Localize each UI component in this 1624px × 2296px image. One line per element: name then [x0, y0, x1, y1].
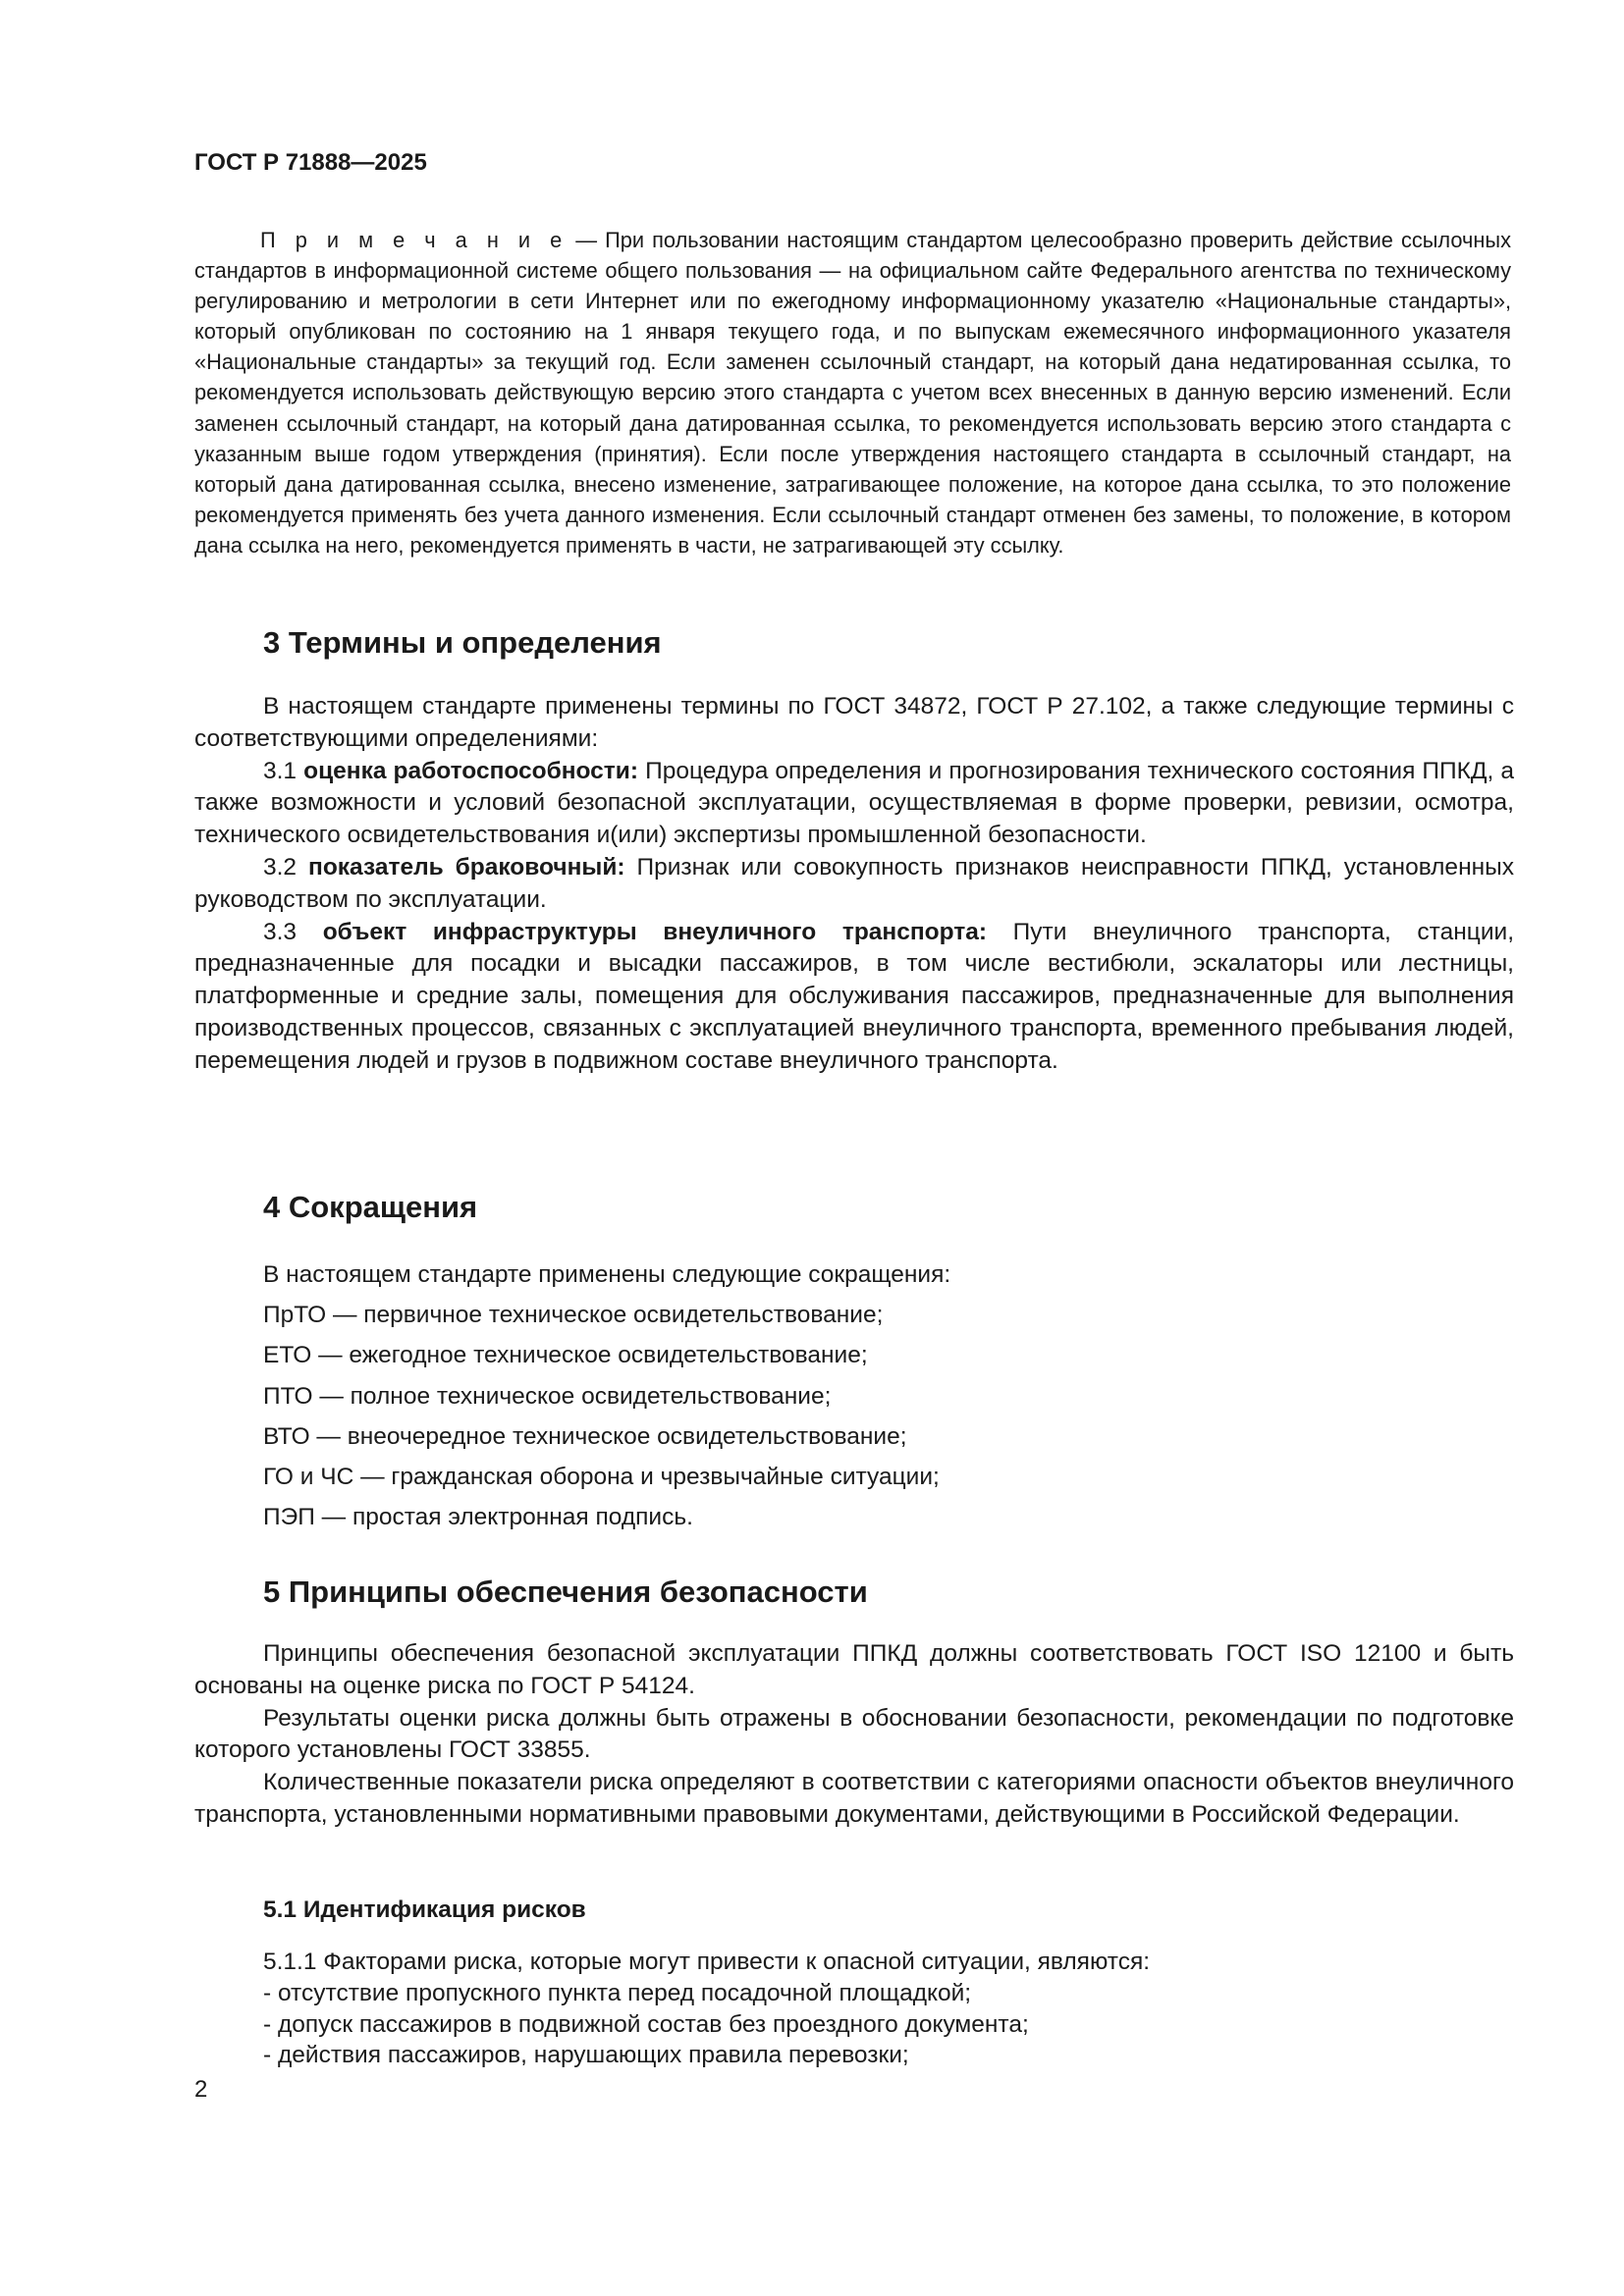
note-label: П р и м е ч а н и е: [260, 228, 568, 252]
clause-5-1-1: 5.1.1 Факторами риска, которые могут привести к опасной ситуации, являются:: [263, 1949, 1151, 1975]
risk-factor-item: - действия пассажиров, нарушающих правила перевозки;: [263, 2042, 909, 2069]
abbreviations-intro: В настоящем стандарте применены следующие сокращения:: [263, 1261, 951, 1288]
section-4-heading: 4 Сокращения: [263, 1190, 478, 1224]
term-3-3-title: объект инфраструктуры внеуличного транспорта:: [322, 918, 988, 945]
section-5-heading: 5 Принципы обеспечения безопасности: [263, 1575, 868, 1609]
section-3-body: [194, 691, 1514, 1078]
section-3-heading: 3 Термины и определения: [263, 625, 662, 660]
note-paragraph: [194, 225, 1511, 561]
section-5-paragraph: Принципы обеспечения безопасной эксплуатации ППКД должны соответствовать ГОСТ ISO 12100 и быть основаны на оценке риска по ГОСТ Р 54124.: [194, 1640, 1514, 1699]
term-3-1: 3.1 оценка работоспособности: Процедура определения и прогнозирования технического состояния ППКД, а также возможности и условий безопасной эксплуатации, осуществляемая в форме проверки, ревизии, осмотра, технического освидетельствования и(или) экспертизы промышленной безопасности.: [194, 757, 1514, 849]
abbreviation-item: ПЭП — простая электронная подпись.: [263, 1504, 693, 1531]
section-5-1-heading: 5.1 Идентификация рисков: [263, 1896, 586, 1923]
risk-factor-item: - отсутствие пропускного пункта перед посадочной площадкой;: [263, 1979, 972, 2006]
page-number: 2: [194, 2076, 208, 2103]
term-3-3: 3.3 объект инфраструктуры внеуличного транспорта: Пути внеуличного транспорта, станции, предназначенные для посадки и высадки пассажиров, в том числе вестибюли, эскалаторы или лестницы, платформенные и средние залы, помещения для обслуживания пассажиров, предназначенные для выполнения производственных процессов, связанных с эксплуатацией внеуличного транспорта, временного пребывания людей, перемещения людей и грузов в подвижном составе внеуличного транспорта.: [194, 918, 1514, 1074]
term-3-1-title: оценка работоспособности:: [303, 757, 639, 784]
abbreviation-item: ВТО — внеочередное техническое освидетельствование;: [263, 1422, 907, 1450]
abbreviations-list: [263, 1255, 950, 1537]
abbreviation-item: ПрТО — первичное техническое освидетельствование;: [263, 1302, 884, 1329]
note-text: — При пользовании настоящим стандартом целесообразно проверить действие ссылочных стандартов в информационной системе общего пользования — на официальном сайте Федерального агентства по техническому регулированию и метрологии в сети Интернет или по ежегодному информационному указателю «Национальные стандарты», который опубликован по состоянию на 1 января текущего года, и по выпускам ежемесячного информационного указателя «Национальные стандарты» за текущий год. Если заменен ссылочный стандарт, на который дана недатированная ссылка, то рекомендуется использовать действующую версию этого стандарта с учетом всех внесенных в данную версию изменений. Если заменен ссылочный стандарт, на который дана датированная ссылка, то рекомендуется использовать версию этого стандарта с указанным выше годом утверждения (принятия). Если после утверждения настоящего стандарта в ссылочный стандарт, на который дана датированная ссылка, внесено изменение, затрагивающее положение, на которое дана ссылка, то это положение рекомендуется применять без учета данного изменения. Если ссылочный стандарт отменен без замены, то положение, в котором дана ссылка на него, рекомендуется применять в части, не затрагивающей эту ссылку.: [194, 228, 1511, 558]
abbreviation-item: ГО и ЧС — гражданская оборона и чрезвычайные ситуации;: [263, 1464, 940, 1491]
risk-factors-list: [263, 1947, 1514, 2071]
section-5-paragraph: Результаты оценки риска должны быть отражены в обосновании безопасности, рекомендации по подготовке которого установлены ГОСТ 33855.: [194, 1704, 1514, 1764]
document-header: ГОСТ Р 71888—2025: [194, 149, 427, 176]
abbreviation-item: ПТО — полное техническое освидетельствование;: [263, 1382, 832, 1410]
term-3-2-title: показатель браковочный:: [308, 853, 625, 881]
section-5-paragraph: Количественные показатели риска определяют в соответствии с категориями опасности объектов внеуличного транспорта, установленными нормативными правовыми документами, действующими в Российской Федерации.: [194, 1769, 1514, 1828]
risk-factor-item: - допуск пассажиров в подвижной состав без проездного документа;: [263, 2010, 1029, 2038]
section-5-body: [194, 1638, 1514, 1832]
abbreviation-item: ЕТО — ежегодное техническое освидетельствование;: [263, 1342, 868, 1369]
term-3-2: 3.2 показатель браковочный: Признак или совокупность признаков неисправности ППКД, установленных руководством по эксплуатации.: [194, 853, 1514, 913]
section-3-intro: В настоящем стандарте применены термины по ГОСТ 34872, ГОСТ Р 27.102, а также следующие термины с соответствующими определениями:: [194, 693, 1514, 752]
